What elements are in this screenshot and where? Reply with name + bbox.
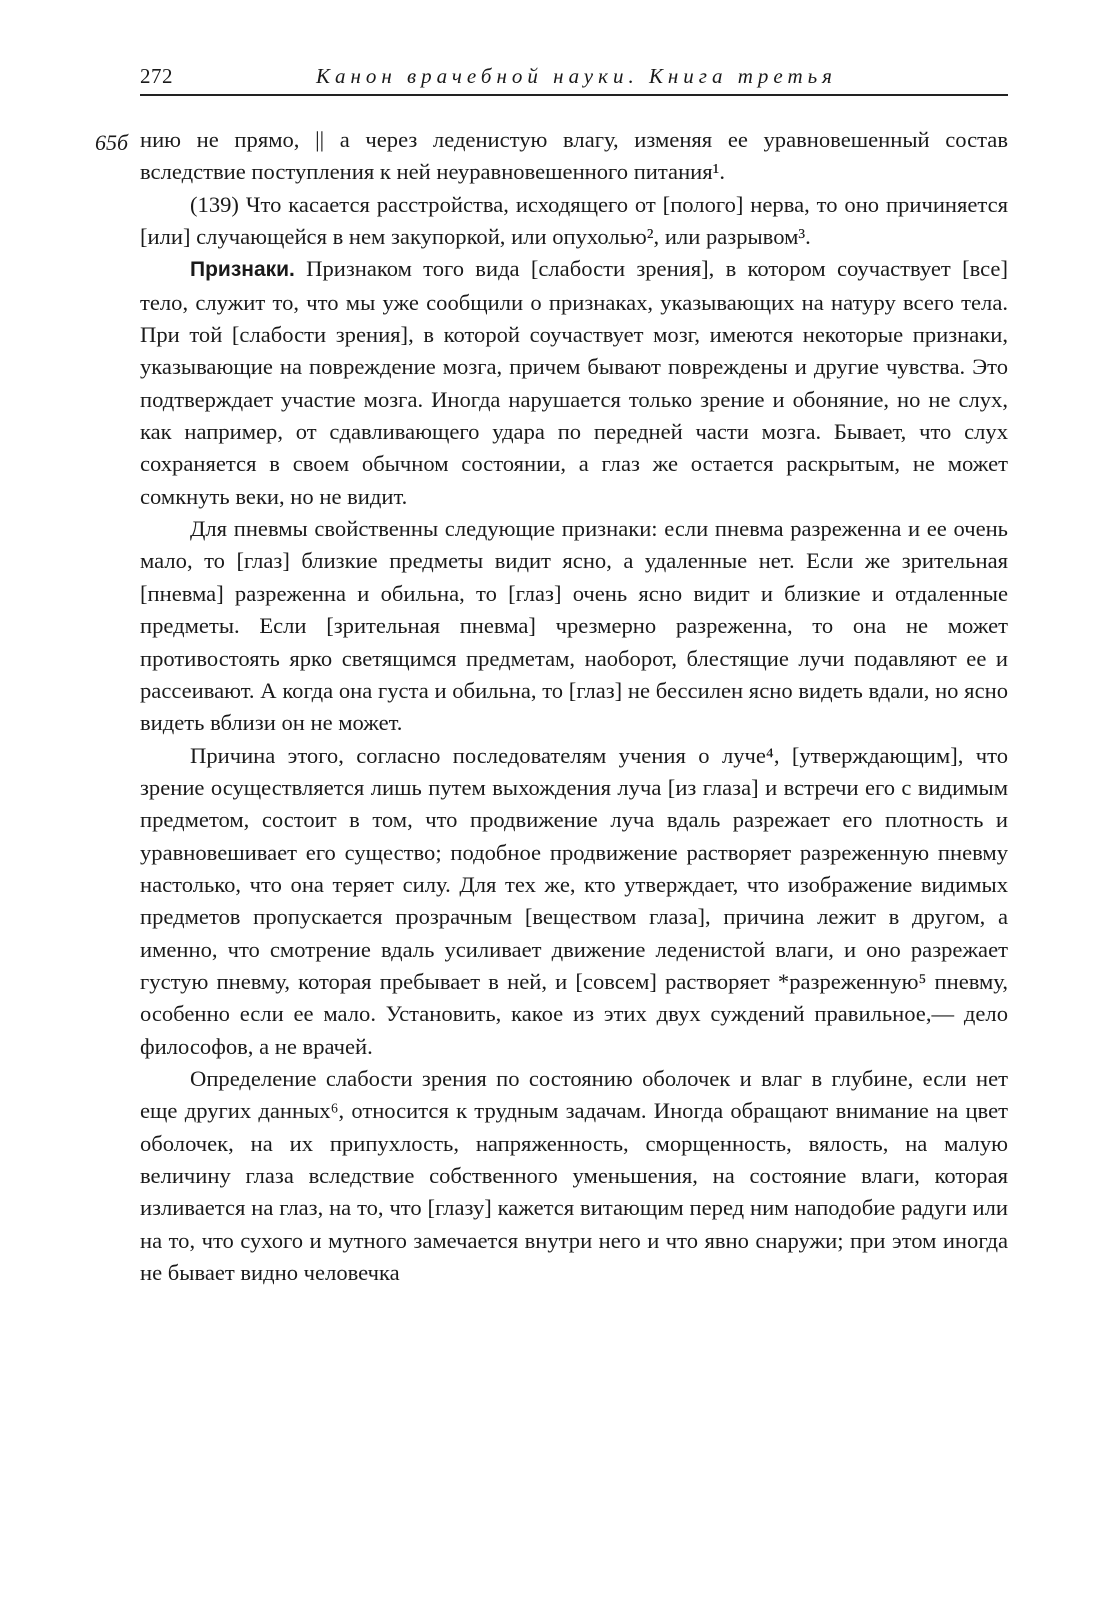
paragraph	[140, 124, 1008, 189]
page-number: 272	[140, 64, 173, 88]
margin-folio-note: 65б	[95, 130, 129, 155]
paragraph-text: Определение слабости зрения по состоянию оболочек и влаг в глубине, если нет еще других данных⁶, относится к трудным задачам. Иногда обращают внимание на цвет оболочек, на их припухлость, напряженность, сморщенность, вялость, на малую величину глаза вследствие собственного уменьшения, на состояние влаги, которая изливается на глаз, на то, что [глазу] кажется витающим перед ним наподобие радуги или на то, что сухого и мутного замечается внутри него и что явно снаружи; при этом иногда не бывает видно человечка	[140, 1065, 1008, 1286]
paragraph-lead-heading: Признаки.	[190, 258, 295, 282]
paragraph	[140, 189, 1008, 254]
paragraph-text: (139) Что касается расстройства, исходящего от [полого] нерва, то оно причиняется [или] случающейся в нем закупоркой, или опухолью², или разрывом³.	[140, 191, 1008, 250]
paragraph	[140, 740, 1008, 1063]
paragraph-text: Для пневмы свойственны следующие признаки: если пневма разреженна и ее очень мало, то [глаз] близкие предметы видит ясно, а удаленные нет. Если же зрительная [пневма] разреженна и обильна, то [глаз] очень ясно видит и близкие и отдаленные предметы. Если [зрительная пневма] чрезмерно разреженна, то она не может противостоять ярко светящимся предметам, наоборот, блестящие лучи подавляют ее и рассеивают. А когда она густа и обильна, то [глаз] не бессилен ясно видеть вдали, но ясно видеть вблизи он не может.	[140, 516, 1008, 736]
paragraph	[140, 1063, 1008, 1289]
running-title: Канон врачебной науки. Книга третья	[316, 64, 837, 88]
paragraph-text: нию не прямо, || а через леденистую влагу, изменяя ее уравновешенный состав вследствие поступления к ней неуравновешенного питания¹.	[140, 127, 1008, 185]
page-header	[140, 62, 1008, 96]
paragraph	[140, 513, 1008, 739]
body-text	[140, 124, 1008, 1289]
paragraph-text: Причина этого, согласно последователям учения о луче⁴, [утверждающим], что зрение осуществляется лишь путем выхождения луча [из глаза] и встречи его с видимым предметом, состоит в том, что продвижение луча вдаль разрежает его плотность и уравновешивает его существо; подобное продвижение растворяет разреженную пневму настолько, что она теряет силу. Для тех же, кто утверждает, что изображение видимых предметов пропускается прозрачным [веществом глаза], причина лежит в другом, а именно, что смотрение вдаль усиливает движение леденистой влаги, и оно разрежает густую пневму, которая пребывает в ней, и [совсем] растворяет *разреженную⁵ пневму, особенно если ее мало. Установить, какое из этих двух суждений правильное,— дело философов, а не врачей.	[140, 742, 1008, 1059]
paragraph-text: Признаком того вида [слабости зрения], в котором соучаствует [все] тело, служит то, что мы уже сообщили о признаках, указывающих на натуру всего тела. При той [слабости зрения], в которой соучаствует мозг, имеются некоторые признаки, указывающие на повреждение мозга, причем бывают повреждены и другие чувства. Это подтверждает участие мозга. Иногда нарушается только зрение и обоняние, но не слух, как например, от сдавливающего удара по передней части мозга. Бывает, что слух сохраняется в своем обычном состоянии, а глаз же остается раскрытым, не может сомкнуть веки, но не видит.	[140, 256, 1008, 509]
paragraph	[140, 253, 1008, 513]
